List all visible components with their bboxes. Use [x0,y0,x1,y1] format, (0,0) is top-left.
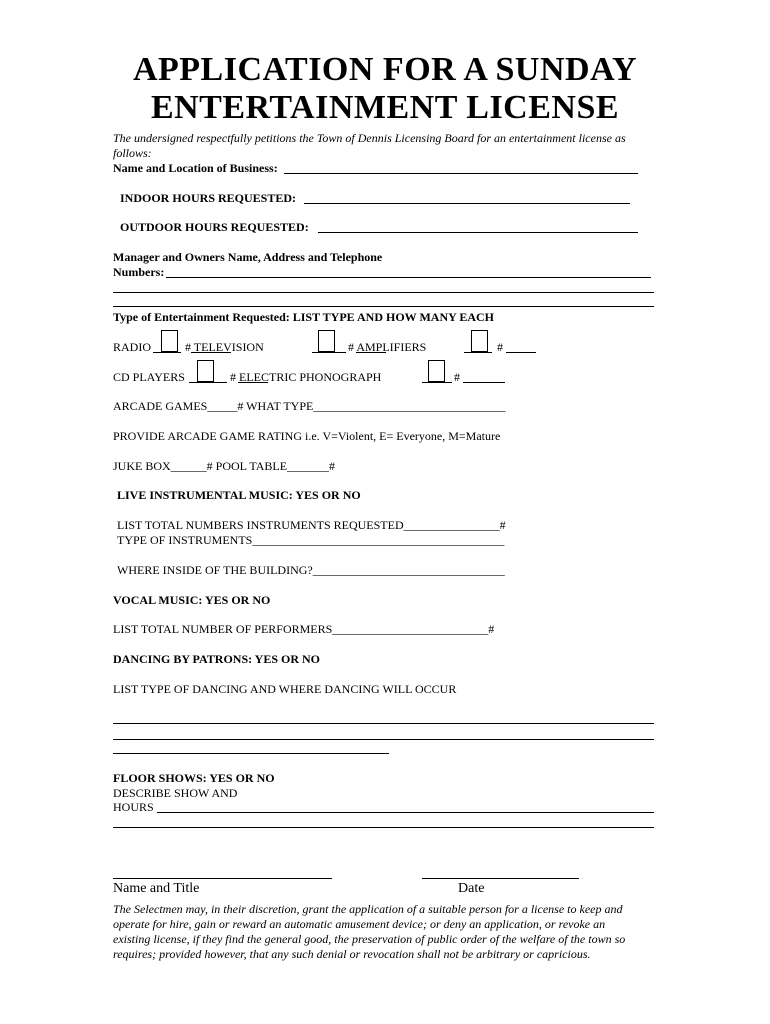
performers-line: LIST TOTAL NUMBER OF PERFORMERS__________________________# [113,622,495,636]
television-count-line[interactable] [356,352,386,353]
business-field[interactable] [284,173,638,174]
footer-line-1: The Selectmen may, in their discretion, grant the application of a suitable person for a license to keep and [113,902,623,916]
juke-box-line: JUKE BOX______# POOL TABLE_______# [113,459,336,473]
floor-shows-heading: FLOOR SHOWS: YES OR NO [113,771,275,785]
radio-line [153,352,181,353]
cd-players-checkbox[interactable] [197,360,214,382]
floor-show-field-line-1[interactable] [157,812,654,813]
outdoor-hours-field[interactable] [318,232,638,233]
footer-line-2: operate for hire, gain or reward an automatic amusement device; or deny an application, or revoke an [113,917,606,931]
television-label: # TELEVISION [185,340,264,354]
radio-checkbox[interactable] [161,330,178,352]
total-instruments-line: LIST TOTAL NUMBERS INSTRUMENTS REQUESTED________________# [117,518,506,532]
phonograph-hash: # [454,370,460,384]
name-title-label: Name and Title [113,881,200,896]
vocal-music-heading: VOCAL MUSIC: YES OR NO [113,593,271,607]
cd-players-label: CD PLAYERS [113,370,185,384]
phonograph-count-line[interactable] [463,382,505,383]
business-label: Name and Location of Business: [113,161,278,175]
manager-field-line-3[interactable] [113,306,654,307]
arcade-games-line: ARCADE GAMES_____# WHAT TYPE________________________________ [113,399,506,413]
intro-text-line-2: follows: [113,146,152,160]
dancing-field-line-2[interactable] [113,739,654,740]
cd-players-line [189,382,227,383]
phonograph-line [422,382,452,383]
amplifiers-count-line[interactable] [506,352,536,353]
cd-players-count-line[interactable] [238,382,268,383]
manager-field-line-1[interactable] [166,277,651,278]
date-label: Date [458,881,485,896]
outdoor-hours-label: OUTDOOR HOURS REQUESTED: [120,220,309,234]
title-line-1: APPLICATION FOR A SUNDAY [132,51,638,88]
amplifiers-line [464,352,492,353]
television-checkbox[interactable] [318,330,335,352]
dancing-field-line-3[interactable] [113,753,389,754]
amplifiers-hash: # [497,340,503,354]
name-title-field[interactable] [113,878,332,879]
live-music-heading: LIVE INSTRUMENTAL MUSIC: YES OR NO [117,488,361,502]
type-instruments-line: TYPE OF INSTRUMENTS__________________________________________ [117,533,505,547]
dancing-list-label: LIST TYPE OF DANCING AND WHERE DANCING WILL OCCUR [113,682,457,696]
phonograph-checkbox[interactable] [428,360,445,382]
title-line-2: ENTERTAINMENT LICENSE [150,89,620,126]
indoor-hours-field[interactable] [304,203,630,204]
radio-count-line[interactable] [191,352,231,353]
footer-line-3: existing license, if they find the general good, the preservation of public order of the welfare of the town so [113,932,626,946]
manager-label-line-2: Numbers: [113,265,165,279]
television-line [312,352,346,353]
footer-line-4: requires; provided however, that any such denial or revocation shall not be arbitrary or capricious. [113,947,591,961]
indoor-hours-label: INDOOR HOURS REQUESTED: [120,191,297,205]
dancing-heading: DANCING BY PATRONS: YES OR NO [113,652,321,666]
dancing-field-line-1[interactable] [113,723,654,724]
floor-show-field-line-2[interactable] [113,827,654,828]
arcade-rating-line: PROVIDE ARCADE GAME RATING i.e. V=Violent, E= Everyone, M=Mature [113,429,501,443]
where-building-line: WHERE INSIDE OF THE BUILDING?________________________________ [117,563,505,577]
intro-text-line-1: The undersigned respectfully petitions the Town of Dennis Licensing Board for an entertainment license as [113,131,626,145]
electric-phonograph-label: # ELECTRIC PHONOGRAPH [230,370,382,384]
entertainment-type-heading: Type of Entertainment Requested: LIST TYPE AND HOW MANY EACH [113,310,495,324]
manager-label-line-1: Manager and Owners Name, Address and Telephone [113,250,383,264]
describe-show-label: DESCRIBE SHOW AND [113,786,238,800]
manager-field-line-2[interactable] [113,292,654,293]
amplifiers-checkbox[interactable] [471,330,488,352]
hours-label: HOURS [113,800,154,814]
radio-label: RADIO [113,340,151,354]
amplifiers-label: # AMPLIFIERS [348,340,427,354]
date-field[interactable] [422,878,579,879]
